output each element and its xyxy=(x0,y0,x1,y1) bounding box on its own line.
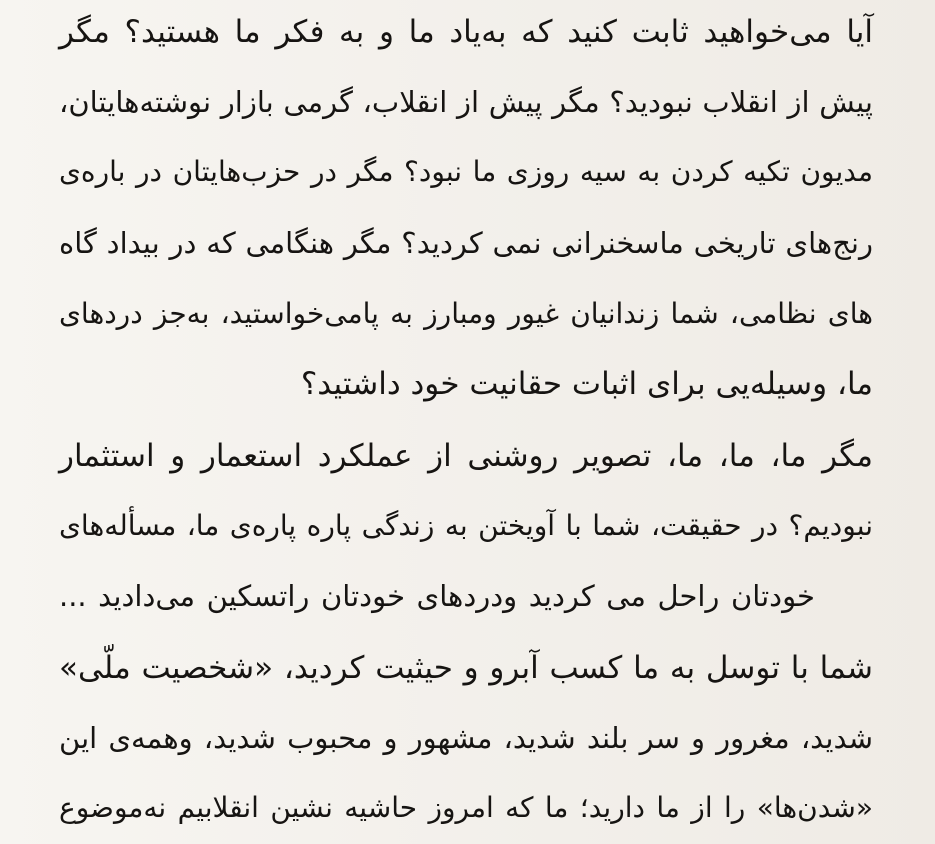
text-line-2: پیش از انقلاب نبودید؟ مگر پیش از انقلاب، گرمی بازار نوشته‌هایتان، xyxy=(59,85,873,119)
text-line-4: رنج‌های تاریخی ماسخنرانی نمی کردید؟ مگر هنگامی که در بیداد گاه xyxy=(59,226,873,260)
text-line-8: نبودیم؟ در حقیقت، شما با آویختن به زندگی پاره پاره‌ی ما، مسأله‌های xyxy=(59,509,873,542)
text-line-5: های نظامی، شما زندانیان غیور ومبارز به پامی‌خواستید، به‌جز درد‌های xyxy=(59,297,873,330)
text-line-1: آیا می‌خواهید ثابت کنید که به‌یاد ما و به فکر ما هستید؟ مگر xyxy=(59,14,873,50)
text-line-6: ما، وسیله‌یی برای اثبات حقانیت خود داشتید؟ xyxy=(300,366,873,402)
text-line-7: مگر ما، ما، ما، تصویر روشنی از عملکرد استعمار و استثمار xyxy=(59,438,873,474)
text-line-12: «شدن‌ها» را از ما دارید؛ ما که امروز حاشیه نشین انقلابیم نه‌موضوع xyxy=(59,791,873,824)
text-line-10: شما با توسل به ما کسب آبرو و حیثیت کردید، «شخصیت ملّی» xyxy=(59,650,873,686)
text-line-11: شدید، مغرور و سر بلند شدید، مشهور و محبوب شدید، وهمه‌ی این xyxy=(59,721,873,755)
text-line-3: مدیون تکیه کردن به سیه روزی ما نبود؟ مگر در حزب‌هایتان در باره‌ی xyxy=(59,155,873,188)
text-line-9: خودتان راحل می کردید ودردهای خودتان راتسکین می‌دادید ... xyxy=(59,579,815,613)
